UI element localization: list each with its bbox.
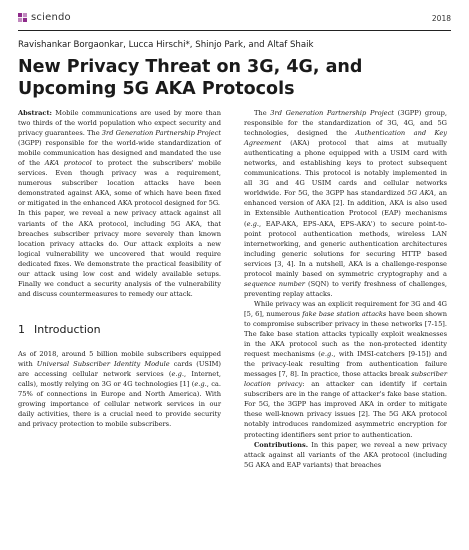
body-text: (SQN) to verify freshness of challenges, preventing replay attacks. xyxy=(244,279,447,298)
section-number: 1 xyxy=(18,322,25,336)
body-text: , EAP-AKA, EPS-AKA, EPS-AKA') to secure point-to-point protocol authentication methods, wireless LAN internetworking, and generic authentication architectures including generic solutions for securing HTTP based services [3, 4]. In a nutshell, AKA is a challenge-response protocol mainly based on symmetric cryptography and a xyxy=(244,219,447,278)
body-text: , an enhanced version of AKA [2]. In addition, AKA is also used in Extensible Authentication Protocol (EAP) mechanisms ( xyxy=(244,189,447,228)
publisher-logo[interactable] xyxy=(18,12,71,23)
abstract-label: Abstract: xyxy=(18,109,52,117)
body-text: have been shown to compromise subscriber privacy in these networks [7-15]. The fake base station attacks typically exploit weaknesses in the AKA protocol such as the non-protected identity request mechanisms ( xyxy=(244,309,447,359)
body-text: cards (USIM) are accessing cellular network services ( xyxy=(18,359,221,378)
publisher-name: sciendo xyxy=(31,12,71,23)
body-emphasis: e.g. xyxy=(194,380,207,389)
abstract-emphasis: AKA protocol xyxy=(44,159,92,168)
body-text: In this paper, we reveal a new privacy attack against all variants of the AKA protocol (including 5G AKA and EAP variants) that breaches xyxy=(244,440,447,469)
body-paragraph-contributions xyxy=(244,440,447,470)
body-text: : an attacker can identify if certain subscribers are in the range of attacker's fake base station. For 5G, the 3GPP has improved AKA in order to mitigate these well-known privacy issues [2]. The 5G AKA protocol notably introduces randomized asymmetric encryption for protecting identifiers sent prior to authentication. xyxy=(244,380,447,439)
body-emphasis: sequence number xyxy=(244,279,305,288)
body-text: , Internet, calls), mostly relying on 3G or 4G technologies [1] ( xyxy=(18,369,221,389)
body-emphasis: subscriber location privacy xyxy=(244,370,447,389)
abstract-emphasis: 3rd Generation Partnership Project xyxy=(101,129,221,138)
body-emphasis: e.g. xyxy=(246,219,259,228)
body-text: (3GPP) group, responsible for the standardization of 3G, 4G, and 5G technologies, designed the xyxy=(244,109,447,138)
intro-paragraph-1 xyxy=(18,349,221,429)
section-heading-introduction xyxy=(18,323,221,337)
body-emphasis: e.g. xyxy=(320,350,334,359)
header-divider xyxy=(18,30,451,31)
abstract-text: to protect the subscribers' mobile services. Even though privacy was a requirement, numerous subscriber location attacks have been demonstrated against AKA, some of which have been fixed or mitigated in the enhanced AKA protocol designed for 5G. xyxy=(18,159,222,208)
body-paragraph-privacy xyxy=(244,299,447,440)
abstract-paragraph-2: In this paper, we reveal a new privacy attack against all variants of the AKA protocol, including 5G AKA, that breaches subscriber privacy more severely than known location privacy attacks do. Our attack exploits a new logical vulnerability we uncovered that would require dedicated fixes. We demonstrate the practical feasibility of our attack using low cost and widely available setups. Finally we conduct a security analysis of the vulnerability and discuss countermeasures to remedy our attack. xyxy=(18,209,221,298)
body-emphasis: fake base station attacks xyxy=(302,309,387,318)
body-emphasis: Authentication and Key Agreement xyxy=(244,129,448,148)
abstract-text: (3GPP) responsible for the world-wide standardization of mobile communication has designed and mandated the use of the xyxy=(18,139,221,168)
body-emphasis: e.g. xyxy=(171,369,184,378)
contributions-label: Contributions. xyxy=(254,440,309,449)
abstract-text: Mobile communications are used by more than two thirds of the world population who expect security and privacy guarantees. The xyxy=(18,109,221,138)
body-paragraph-3gpp xyxy=(244,108,447,299)
publication-year: 2018 xyxy=(431,14,451,23)
section-title: Introduction xyxy=(34,322,101,336)
body-emphasis: 3rd Generation Partnership Project xyxy=(270,109,394,117)
left-column xyxy=(18,108,221,429)
body-text: While privacy was an explicit requirement for 3G and 4G [5, 6], numerous xyxy=(244,299,447,318)
body-text: As of 2018, around 5 billion mobile subscribers equipped with xyxy=(18,349,221,368)
body-text: , with IMSI-catchers [9-15]) and the privacy-leak resulting from authentication failure messages [7, 8]. In practice, those attacks break xyxy=(244,350,447,379)
journal-header xyxy=(18,10,451,28)
right-column xyxy=(244,108,447,470)
body-text: The xyxy=(254,109,271,117)
paper-title: New Privacy Threat on 3G, 4G, and Upcoming 5G AKA Protocols xyxy=(18,57,363,99)
sciendo-logo-icon xyxy=(18,13,27,22)
body-text: , ca. 75% of connections in Europe and North America). With growing importance of cellular network services in our daily activities, there is a crucial need to provide security and privacy protection to mobile subscribers. xyxy=(18,380,221,429)
abstract-paragraph-1 xyxy=(18,108,221,208)
body-emphasis: 5G AKA xyxy=(407,189,434,198)
body-text: (AKA) protocol that aims at mutually authenticating a phone equipped with a USIM card with networks, and establishing keys to protect subsequent communications. This protocol is notably implemented in all 3G and 4G USIM cards and cellular networks worldwide. For 5G, the 3GPP has standardized xyxy=(244,139,447,198)
body-emphasis: Universal Subscriber Identity Module xyxy=(36,359,170,368)
author-list: Ravishankar Borgaonkar, Lucca Hirschi*, Shinjo Park, and Altaf Shaik xyxy=(18,40,314,50)
